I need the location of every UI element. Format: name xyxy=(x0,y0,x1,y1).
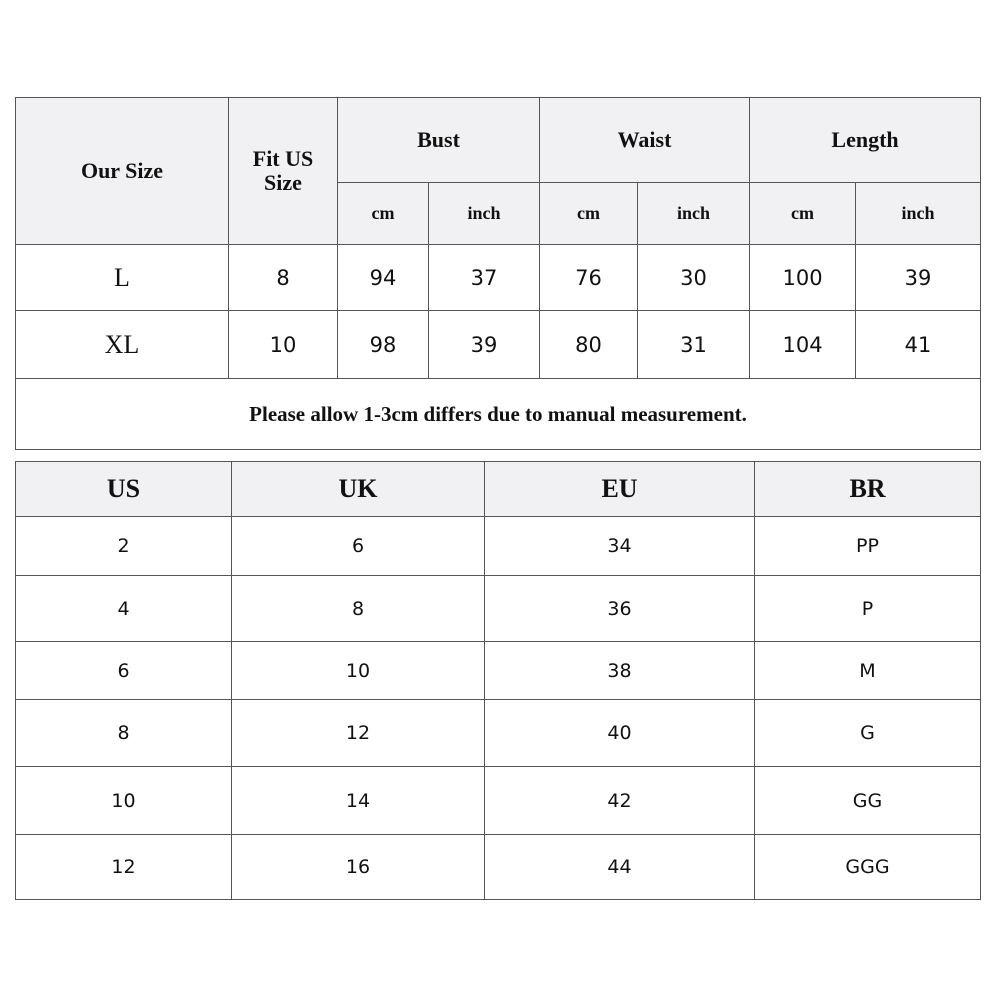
cell-size: L xyxy=(16,245,229,311)
header-eu: EU xyxy=(485,462,755,517)
cell-us: 8 xyxy=(16,700,232,767)
cell-bust-inch: 37 xyxy=(429,245,540,311)
cell-br: PP xyxy=(755,517,981,576)
table-row xyxy=(16,835,981,900)
cell-eu: 36 xyxy=(485,576,755,642)
cell-br: P xyxy=(755,576,981,642)
cell-waist-inch: 31 xyxy=(638,311,750,379)
cell-bust-cm: 98 xyxy=(338,311,429,379)
cell-length-inch: 39 xyxy=(856,245,981,311)
table-row xyxy=(16,700,981,767)
size-measurement-table xyxy=(15,97,981,450)
header-fit-us-size xyxy=(229,98,338,245)
header-us: US xyxy=(16,462,232,517)
header-unit-bust-cm: cm xyxy=(338,183,429,245)
cell-waist-inch: 30 xyxy=(638,245,750,311)
cell-length-cm: 100 xyxy=(750,245,856,311)
header-waist: Waist xyxy=(540,98,750,183)
table-row xyxy=(16,245,981,311)
header-our-size: Our Size xyxy=(16,98,229,245)
header-uk: UK xyxy=(232,462,485,517)
cell-eu: 40 xyxy=(485,700,755,767)
cell-br: M xyxy=(755,642,981,700)
cell-br: G xyxy=(755,700,981,767)
header-unit-waist-inch: inch xyxy=(638,183,750,245)
header-unit-waist-cm: cm xyxy=(540,183,638,245)
cell-fit-us: 8 xyxy=(229,245,338,311)
table-row xyxy=(16,767,981,835)
cell-us: 12 xyxy=(16,835,232,900)
header-length: Length xyxy=(750,98,981,183)
header-fit-us-size-line2: Size xyxy=(264,170,302,195)
cell-length-inch: 41 xyxy=(856,311,981,379)
cell-us: 2 xyxy=(16,517,232,576)
header-fit-us-size-line1: Fit US xyxy=(252,146,314,171)
cell-us: 4 xyxy=(16,576,232,642)
cell-eu: 42 xyxy=(485,767,755,835)
cell-uk: 8 xyxy=(232,576,485,642)
size-conversion-table xyxy=(15,461,981,900)
cell-us: 6 xyxy=(16,642,232,700)
cell-eu: 44 xyxy=(485,835,755,900)
cell-bust-cm: 94 xyxy=(338,245,429,311)
cell-uk: 16 xyxy=(232,835,485,900)
header-br: BR xyxy=(755,462,981,517)
cell-fit-us: 10 xyxy=(229,311,338,379)
cell-size: XL xyxy=(16,311,229,379)
cell-br: GGG xyxy=(755,835,981,900)
header-unit-length-cm: cm xyxy=(750,183,856,245)
header-unit-bust-inch: inch xyxy=(429,183,540,245)
cell-uk: 10 xyxy=(232,642,485,700)
cell-eu: 34 xyxy=(485,517,755,576)
table-row xyxy=(16,517,981,576)
cell-length-cm: 104 xyxy=(750,311,856,379)
cell-uk: 14 xyxy=(232,767,485,835)
cell-waist-cm: 80 xyxy=(540,311,638,379)
cell-uk: 12 xyxy=(232,700,485,767)
header-unit-length-inch: inch xyxy=(856,183,981,245)
cell-eu: 38 xyxy=(485,642,755,700)
cell-us: 10 xyxy=(16,767,232,835)
table-row xyxy=(16,311,981,379)
table-row xyxy=(16,576,981,642)
cell-uk: 6 xyxy=(232,517,485,576)
measurement-note: Please allow 1-3cm differs due to manual measurement. xyxy=(16,379,981,450)
cell-waist-cm: 76 xyxy=(540,245,638,311)
table-row xyxy=(16,642,981,700)
header-bust: Bust xyxy=(338,98,540,183)
cell-bust-inch: 39 xyxy=(429,311,540,379)
cell-br: GG xyxy=(755,767,981,835)
